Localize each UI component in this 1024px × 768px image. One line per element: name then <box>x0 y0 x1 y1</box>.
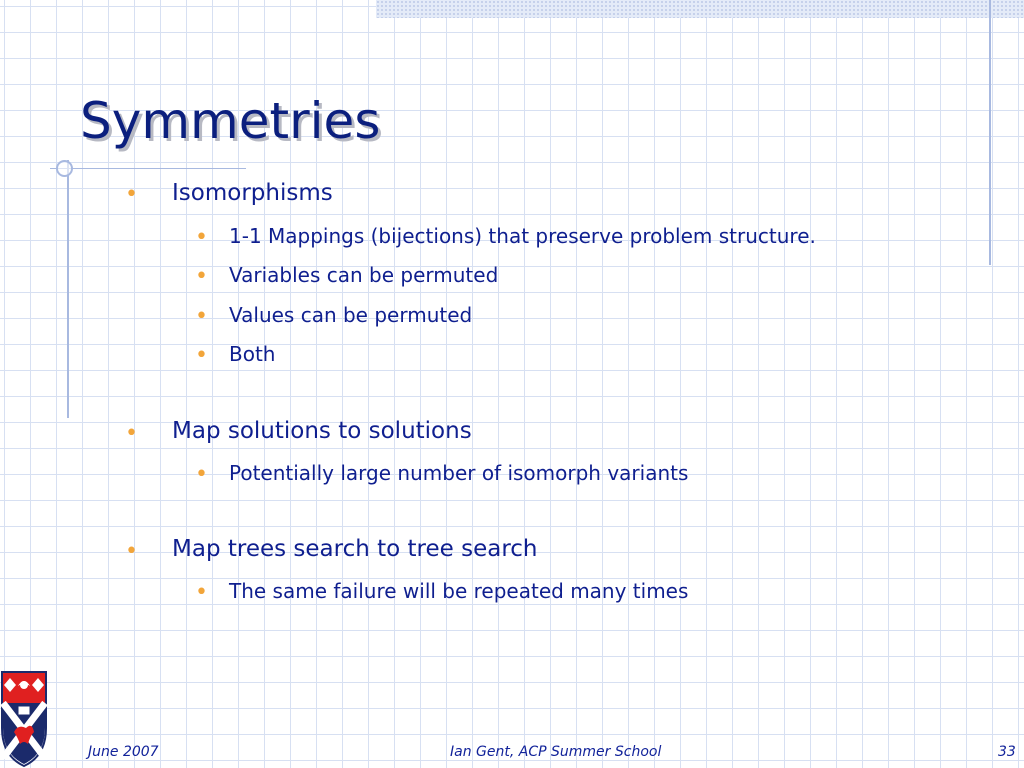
right-vertical-rule <box>989 0 991 265</box>
footer-date: June 2007 <box>88 744 159 760</box>
slide-title: Symmetries <box>80 92 381 150</box>
bullet-icon: • <box>195 343 208 368</box>
bullet-icon: • <box>195 304 208 329</box>
left-vertical-rule <box>67 160 69 418</box>
sub-bullet-item: Both <box>229 342 276 366</box>
rule-junction-circle <box>56 160 73 177</box>
sub-bullet-item: Values can be permuted <box>229 303 473 327</box>
title-underline-rule <box>50 168 246 169</box>
bullet-item: Map trees search to tree search <box>172 536 538 562</box>
footer-presenter: Ian Gent, ACP Summer School <box>450 744 662 760</box>
sub-bullet-item: 1-1 Mappings (bijections) that preserve problem structure. <box>229 224 816 248</box>
bullet-icon: • <box>195 580 208 605</box>
bullet-icon: • <box>195 462 208 487</box>
sub-bullet-item: Variables can be permuted <box>229 263 499 287</box>
bullet-icon: • <box>125 182 138 207</box>
bullet-icon: • <box>125 421 138 446</box>
footer-page-number: 33 <box>998 744 1016 760</box>
bullet-item: Isomorphisms <box>172 180 333 206</box>
university-crest-logo <box>0 670 48 768</box>
bullet-item: Map solutions to solutions <box>172 418 472 444</box>
bullet-icon: • <box>125 539 138 564</box>
top-decorative-band <box>376 0 1024 18</box>
sub-bullet-item: The same failure will be repeated many times <box>229 579 689 603</box>
bullet-icon: • <box>195 264 208 289</box>
sub-bullet-item: Potentially large number of isomorph variants <box>229 461 689 485</box>
bullet-icon: • <box>195 225 208 250</box>
